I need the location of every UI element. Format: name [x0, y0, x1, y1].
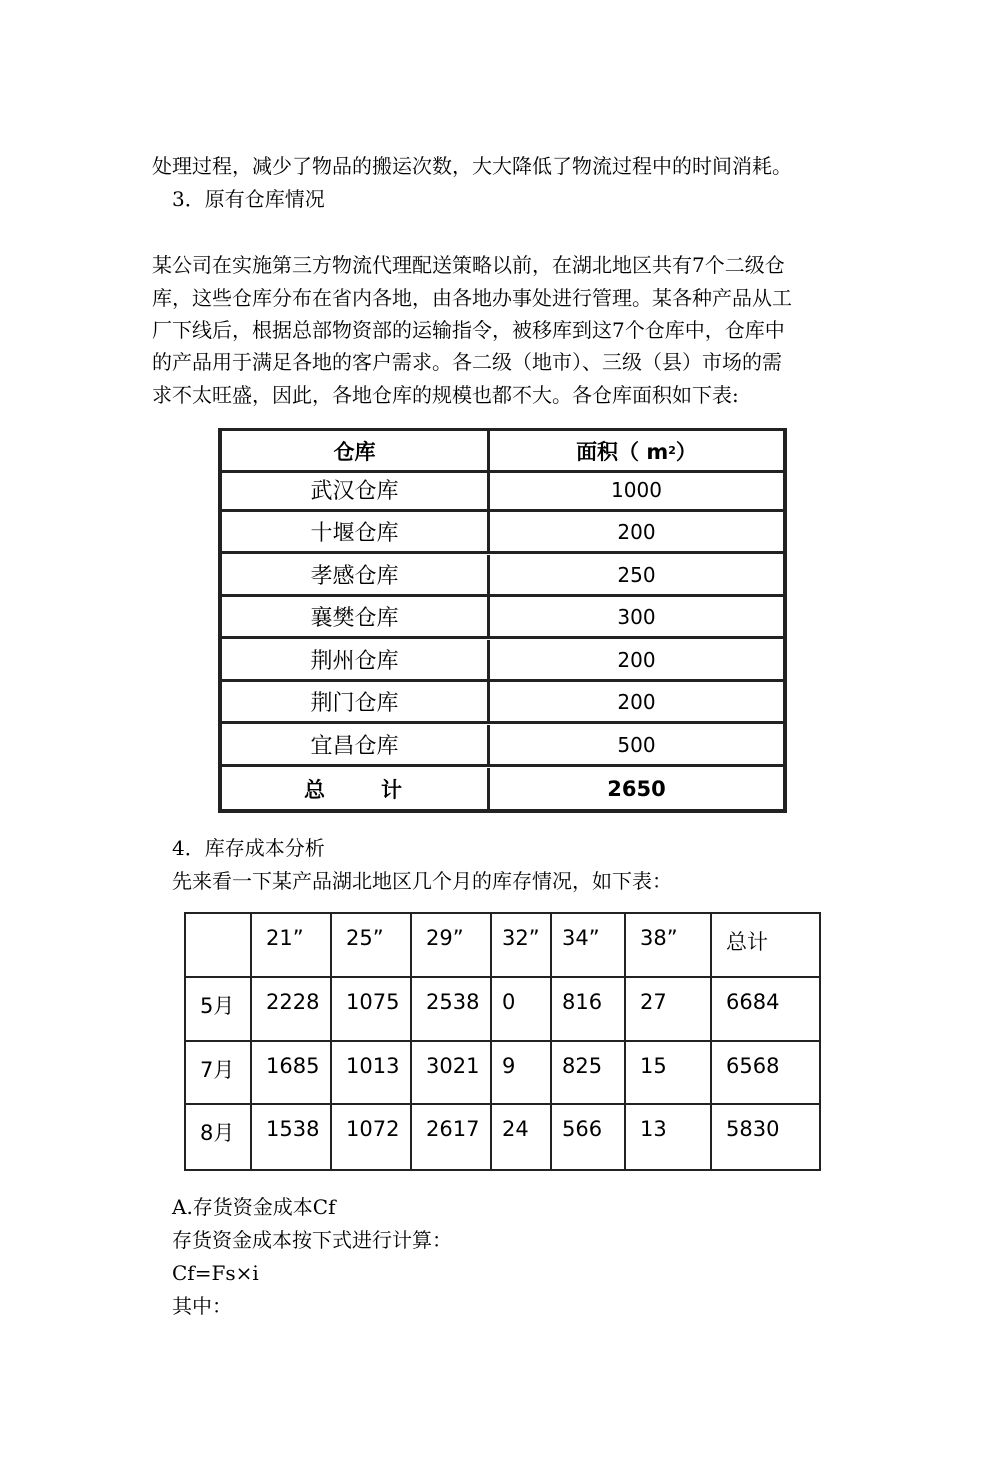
value-cell: 3021 [412, 1042, 492, 1103]
value-cell: 2538 [412, 978, 492, 1040]
warehouse-name-cell: 荆州仓库 [222, 640, 490, 679]
total-cell: 6684 [726, 990, 780, 1014]
paragraph-line: 其中： [172, 1294, 232, 1318]
value-cell: 1013 [332, 1042, 412, 1103]
value-cell: 1538 [252, 1105, 332, 1169]
inventory-table [184, 912, 821, 1171]
table-header-row [222, 431, 783, 473]
total-label-part: 总 [304, 777, 325, 802]
total-cell: 6568 [726, 1054, 780, 1078]
header-cell: 32” [492, 914, 552, 976]
table-row [222, 640, 783, 682]
value-cell: 1072 [332, 1105, 412, 1169]
header-area-label: 面积（ m [576, 439, 669, 464]
header-cell: 25” [332, 914, 412, 976]
warehouse-name-cell: 十堰仓库 [222, 512, 490, 551]
header-cell: 总计 [726, 930, 768, 954]
total-value-cell: 2650 [607, 776, 666, 801]
warehouse-name-cell: 孝感仓库 [222, 555, 490, 594]
value-cell: 24 [492, 1105, 552, 1169]
header-cell: 38” [626, 914, 712, 976]
table-row [186, 978, 819, 1042]
table-row [222, 555, 783, 597]
value-cell: 13 [626, 1105, 712, 1169]
paragraph-line: 某公司在实施第三方物流代理配送策略以前，在湖北地区共有7个二级仓 [152, 253, 785, 277]
table-row [222, 682, 783, 724]
area-cell: 200 [617, 647, 656, 672]
paragraph-line: 先来看一下某产品湖北地区几个月的库存情况，如下表： [172, 869, 672, 893]
warehouse-name-cell: 襄樊仓库 [222, 597, 490, 636]
total-cell: 5830 [726, 1117, 780, 1141]
month-cell: 7月 [186, 1042, 252, 1103]
table-total-row [222, 768, 783, 809]
header-cell: 21” [252, 914, 332, 976]
table-row [186, 1105, 819, 1169]
value-cell: 825 [552, 1042, 626, 1103]
subsection-title: A.存货资金成本Cf [172, 1195, 336, 1219]
table-row [222, 725, 783, 767]
month-cell: 8月 [186, 1105, 252, 1169]
header-cell [186, 914, 252, 976]
header-cell: 34” [552, 914, 626, 976]
section-heading-3: 3．原有仓库情况 [172, 187, 325, 211]
area-cell: 500 [617, 732, 656, 757]
table-row [222, 597, 783, 639]
value-cell: 2617 [412, 1105, 492, 1169]
value-cell: 27 [626, 978, 712, 1040]
paragraph-line: 库，这些仓库分布在省内各地，由各地办事处进行管理。某各种产品从工 [152, 286, 792, 310]
table-row [222, 470, 783, 512]
value-cell: 816 [552, 978, 626, 1040]
area-cell: 1000 [611, 477, 662, 502]
warehouse-name-cell: 武汉仓库 [222, 470, 490, 509]
value-cell: 1685 [252, 1042, 332, 1103]
month-cell: 5月 [186, 978, 252, 1040]
paragraph-line: 厂下线后，根据总部物资部的运输指令，被移库到这7个仓库中，仓库中 [152, 318, 785, 342]
area-cell: 200 [617, 689, 656, 714]
header-cell [490, 431, 783, 470]
value-cell: 15 [626, 1042, 712, 1103]
paragraph-line: 求不太旺盛，因此，各地仓库的规模也都不大。各仓库面积如下表: [152, 383, 739, 407]
total-label-part: 计 [381, 777, 402, 802]
value-cell: 2228 [252, 978, 332, 1040]
paragraph-line: 存货资金成本按下式进行计算： [172, 1228, 452, 1252]
header-paren: ） [675, 439, 697, 464]
value-cell: 1075 [332, 978, 412, 1040]
total-label-cell [222, 768, 490, 809]
area-cell: 250 [617, 562, 656, 587]
table-row [222, 512, 783, 554]
header-cell: 仓库 [222, 431, 490, 470]
paragraph-line: 的产品用于满足各地的客户需求。各二级（地市）、三级（县）市场的需 [152, 350, 782, 374]
formula: Cf=Fs×i [172, 1261, 259, 1285]
area-cell: 300 [617, 604, 656, 629]
warehouse-area-table [218, 428, 787, 813]
value-cell: 9 [492, 1042, 552, 1103]
superscript-2: 2 [668, 444, 676, 457]
table-header-row [186, 914, 819, 978]
section-heading-4: 4．库存成本分析 [172, 836, 325, 860]
area-cell: 200 [617, 519, 656, 544]
value-cell: 566 [552, 1105, 626, 1169]
warehouse-name-cell: 荆门仓库 [222, 682, 490, 721]
warehouse-name-cell: 宜昌仓库 [222, 725, 490, 764]
value-cell: 0 [492, 978, 552, 1040]
header-cell: 29” [412, 914, 492, 976]
table-row [186, 1042, 819, 1105]
paragraph-line: 处理过程，减少了物品的搬运次数，大大降低了物流过程中的时间消耗。 [152, 154, 792, 178]
